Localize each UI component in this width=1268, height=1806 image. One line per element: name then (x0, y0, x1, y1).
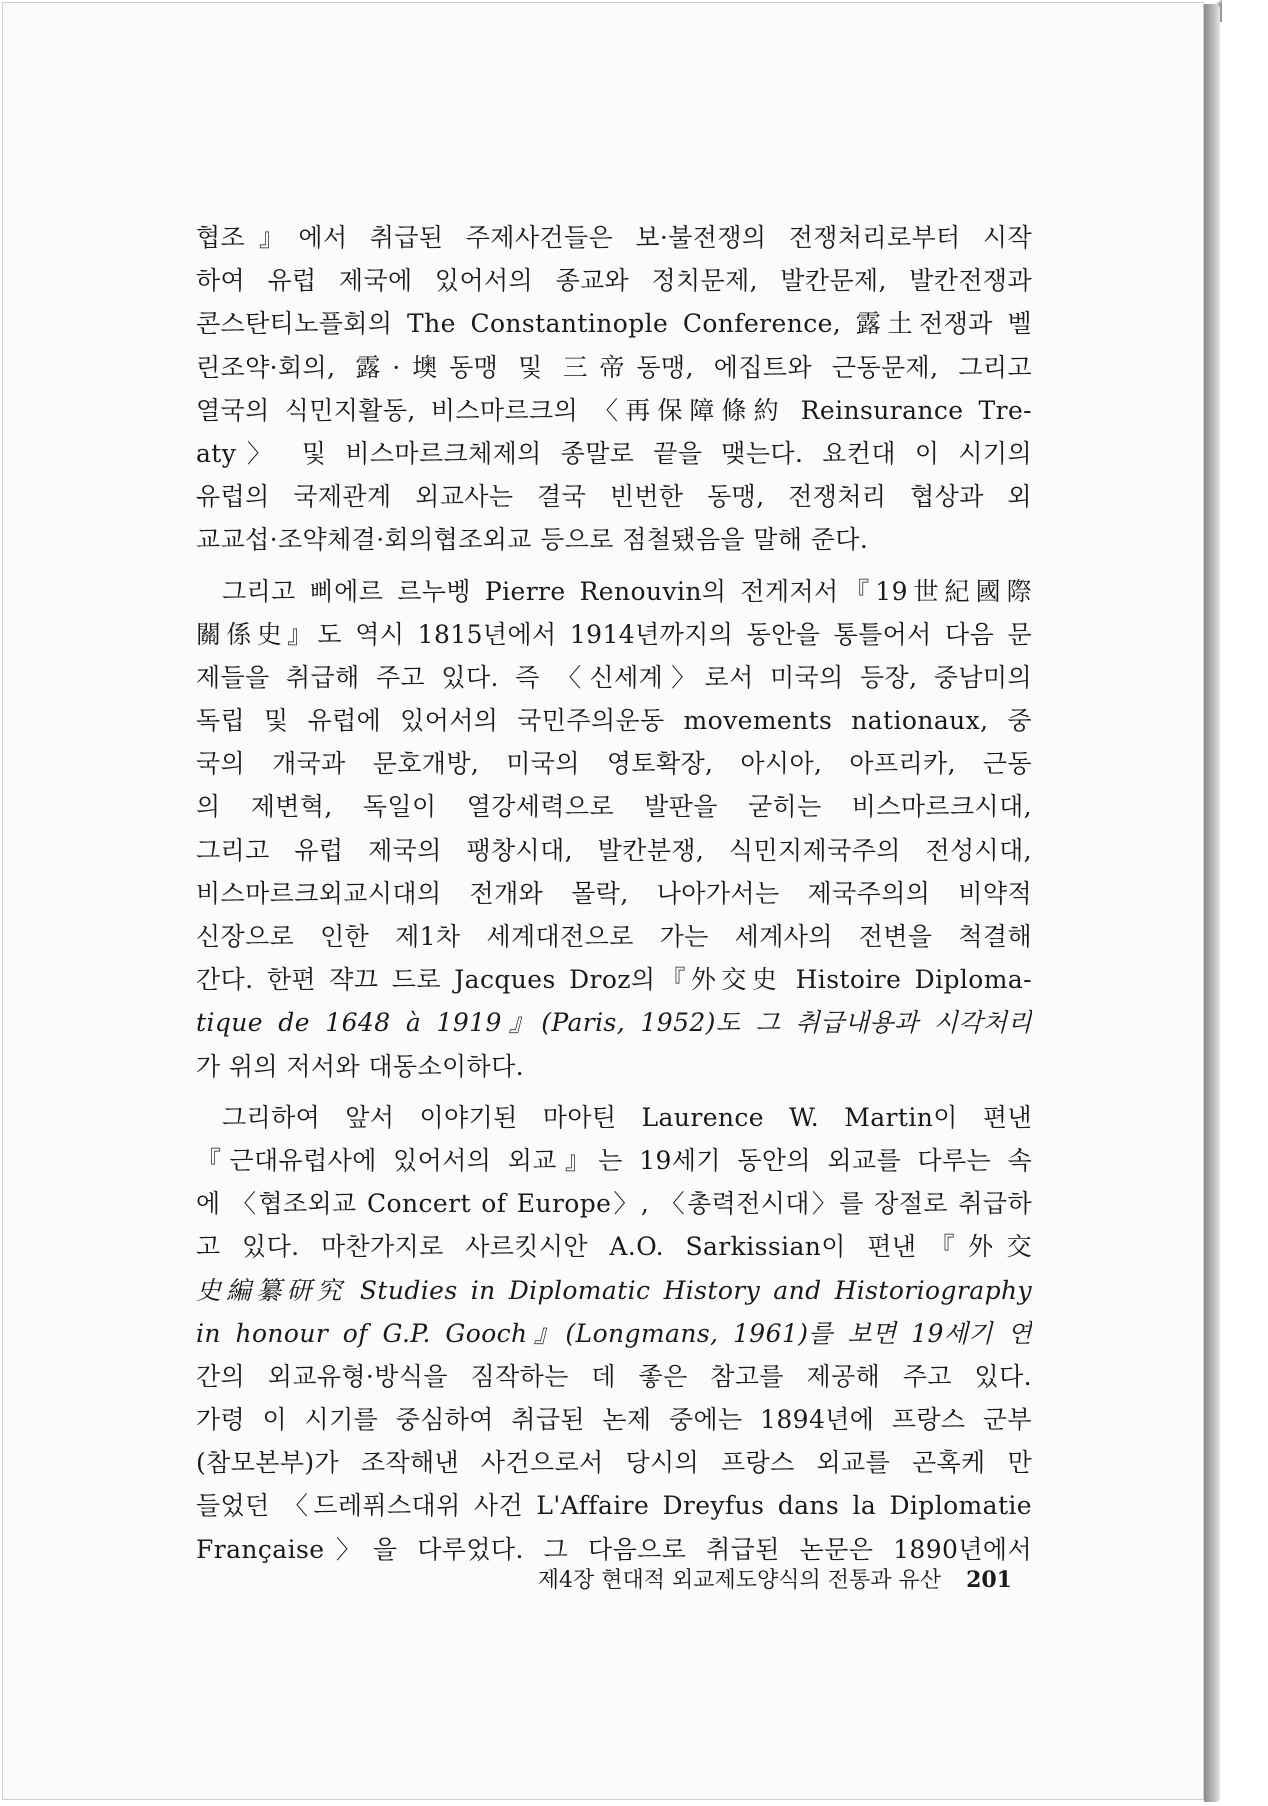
text-line: 『근대유럽사에 있어서의 외교』는 19세기 동안의 외교를 다루는 속 (196, 1145, 1032, 1175)
text-line: 들었던 〈드레퓌스대위 사건 L'Affaire Dreyfus dans la Diplomatie (196, 1491, 1032, 1521)
text-line: aty〉 및 비스마르크체제의 종말로 끝을 맺는다. 요컨대 이 시기의 (196, 438, 1032, 468)
text-line: tique de 1648 à 1919』(Paris, 1952)도 그 취급내용과 시각처리 (196, 1008, 1032, 1038)
text-line: 그리고 삐에르 르누벵 Pierre Renouvin의 전게저서『19世紀國際 (222, 576, 1032, 606)
text-line: 그리고 유럽 제국의 팽창시대, 발칸분쟁, 식민지제국주의 전성시대, (196, 835, 1032, 865)
chapter-title: 제4장 현대적 외교제도양식의 전통과 유산 (537, 1568, 942, 1593)
paragraph-2 (196, 570, 1032, 1088)
text-line: 의 제변혁, 독일이 열강세력으로 발판을 굳히는 비스마르크시대, (196, 792, 1032, 822)
text-line: 史編纂研究 Studies in Diplomatic History and Historiography (196, 1275, 1032, 1305)
text-line: 신장으로 인한 제1차 세계대전으로 가는 세계사의 전변을 척결해 (196, 922, 1032, 951)
text-line: 그리하여 앞서 이야기된 마아틴 Laurence W. Martin이 편낸 (222, 1102, 1032, 1132)
page-number: 201 (966, 1567, 1012, 1593)
text-line: 독립 및 유럽에 있어서의 국민주의운동 movements nationaux, 중 (196, 706, 1032, 736)
text-line: 간다. 한편 쟉끄 드로 Jacques Droz의『外交史 Histoire Diploma- (196, 965, 1032, 995)
text-line: 국의 개국과 문호개방, 미국의 영토확장, 아시아, 아프리카, 근동 (196, 749, 1032, 779)
text-line: 콘스탄티노플회의 The Constantinople Conference, 露土전쟁과 벨 (196, 309, 1032, 339)
text-line: 關係史』도 역시 1815년에서 1914년까지의 동안을 통틀어서 다음 문 (196, 619, 1032, 649)
text-line: 열국의 식민지활동, 비스마르크의 〈再保障條約 Reinsurance Tre- (196, 395, 1032, 425)
text-line: 제들을 취급해 주고 있다. 즉 〈신세계〉로서 미국의 등장, 중남미의 (196, 662, 1032, 692)
text-line: in honour of G.P. Gooch』(Longmans, 1961)를 보면 19세기 연 (196, 1318, 1032, 1348)
text-line: 간의 외교유형·방식을 짐작하는 데 좋은 참고를 제공해 주고 있다. (196, 1361, 1032, 1391)
text-line: 비스마르크외교시대의 전개와 몰락, 나아가서는 제국주의의 비약적 (196, 878, 1032, 908)
paragraph-1 (196, 216, 1032, 562)
text-line: Française〉을 다루었다. 그 다음으로 취급된 논문은 1890년에서 (196, 1534, 1032, 1564)
text-line: 고 있다. 마찬가지로 사르킷시안 A.O. Sarkissian이 편낸『外交 (196, 1232, 1032, 1262)
text-line: 에 〈협조외교 Concert of Europe〉, 〈총력전시대〉를 장절로 취급하 (196, 1189, 1032, 1219)
text-line: 가 위의 저서와 대동소이하다. (196, 1051, 524, 1081)
text-line: 린조약·회의, 露·墺동맹 및 三帝동맹, 에집트와 근동문제, 그리고 (196, 352, 1032, 382)
text-line: 가령 이 시기를 중심하여 취급된 논제 중에는 1894년에 프랑스 군부 (196, 1405, 1032, 1435)
text-line: 교교섭·조약체결·회의협조외교 등으로 점철됐음을 말해 준다. (196, 525, 869, 555)
text-line: 유럽의 국제관계 외교사는 결국 빈번한 동맹, 전쟁처리 협상과 외 (196, 482, 1032, 512)
page-edge-shadow (1204, 4, 1220, 1802)
running-footer (434, 1562, 1012, 1598)
text-line: 하여 유럽 제국에 있어서의 종교와 정치문제, 발칸문제, 발칸전쟁과 (196, 266, 1032, 296)
text-line: 협조』에서 취급된 주제사건들은 보·불전쟁의 전쟁처리로부터 시작 (196, 223, 1032, 252)
paragraph-3 (196, 1096, 1032, 1571)
body-text (196, 216, 1032, 1579)
text-line: (참모본부)가 조작해낸 사건으로서 당시의 프랑스 외교를 곤혹케 만 (196, 1448, 1032, 1478)
